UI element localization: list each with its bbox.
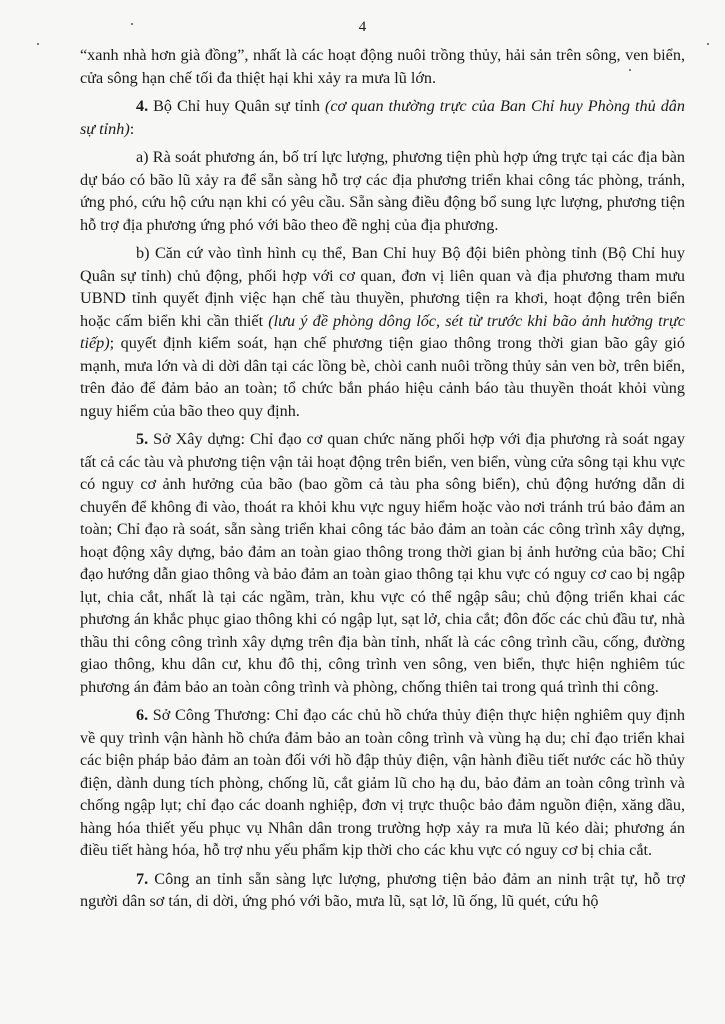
body-paragraph bbox=[80, 704, 685, 862]
body-paragraph bbox=[80, 95, 685, 140]
continued-paragraph bbox=[80, 44, 685, 89]
section-number: 6. bbox=[136, 706, 149, 724]
italic-note: (cơ quan thường trực của Ban Chỉ huy Phòng thủ dân sự tỉnh) bbox=[80, 97, 685, 138]
paragraph-text: b) Căn cứ vào tình hình cụ thể, Ban Chỉ huy Bộ đội biên phòng tỉnh (Bộ Chỉ huy Quân sự tỉnh) chủ động, phối hợp với cơ quan, đơn vị liên quan và địa phương tham mưu UBND tỉnh quyết định việc hạn chế tàu thuyền, phương tiện ra khơi, hoạt động trên biển hoặc cấm biển khi cần thiết bbox=[80, 244, 685, 330]
italic-note: (lưu ý đề phòng dông lốc, sét từ trước khi bão ảnh hưởng trực tiếp) bbox=[80, 311, 685, 352]
section-number: 4. bbox=[136, 97, 149, 115]
body-paragraph bbox=[80, 428, 685, 698]
body-paragraph bbox=[80, 146, 685, 236]
paragraph-text: Công an tỉnh sẵn sàng lực lượng, phương tiện bảo đảm an ninh trật tự, hỗ trợ người dân sơ tán, di dời, ứng phó với bão, mưa lũ, sạt lở, lũ ống, lũ quét, cứu hộ bbox=[80, 869, 685, 910]
section-number: 5. bbox=[136, 430, 149, 448]
body-paragraph bbox=[80, 242, 685, 422]
paragraph-text: Bộ Chỉ huy Quân sự tỉnh bbox=[148, 97, 325, 115]
scan-speck bbox=[37, 43, 39, 45]
paragraph-text: Sở Xây dựng: Chỉ đạo cơ quan chức năng phối hợp với địa phương rà soát ngay tất cả các tàu và phương tiện vận tải hoạt động trên biển, ven biển, vùng cửa sông tại khu vực có nguy cơ ảnh hưởng của bão (bao gồm cả tàu pha sông biển), chủ động hướng dẫn di chuyển để không đi vào, thoát ra khỏi khu vực nguy hiểm hoặc vào nơi tránh trú bảo đảm an toàn; Chỉ đạo rà soát, sẵn sàng triển khai công tác bảo đảm an toàn các công trình xây dựng, hoạt động xây dựng, bảo đảm an toàn giao thông trong thời gian bị ảnh hưởng của bão; Chỉ đạo hướng dẫn giao thông và bảo đảm an toàn giao thông tại khu vực có nguy cơ cao bị ngập lụt, chia cắt, nhất là tại các ngầm, tràn, khu vực có thể ngập sâu; chủ động triển khai các phương án khắc phục giao thông khi có ngập lụt, sạt lở, chia cắt; đôn đốc các chủ đầu tư, nhà thầu thi công công trình xây dựng trên địa bàn tỉnh, nhất là các công trình cầu, cống, đường giao thông, khu dân cư, khu đô thị, công trình ven sông, ven biển, thực hiện nghiêm túc phương án đảm bảo an toàn công trình và phòng, chống thiên tai trong quá trình thi công. bbox=[80, 430, 685, 696]
paragraph-text: : bbox=[129, 119, 135, 138]
body-paragraph bbox=[80, 868, 685, 913]
document-body bbox=[80, 44, 685, 919]
scan-speck bbox=[707, 43, 709, 45]
paragraph-text: a) Rà soát phương án, bố trí lực lượng, phương tiện phù hợp ứng trực tại các địa bàn dự báo có bão lũ xảy ra để sẵn sàng hỗ trợ các địa phương triển khai công tác phòng, tránh, ứng phó, cứu hộ cứu nạn khi có yêu cầu. Sẵn sàng điều động bổ sung lực lượng, phương tiện hỗ trợ địa phương ứng phó với bão theo đề nghị của địa phương. bbox=[80, 148, 685, 234]
paragraph-text: Sở Công Thương: Chỉ đạo các chủ hồ chứa thủy điện thực hiện nghiêm quy định về quy trình vận hành hồ chứa đảm bảo an toàn công trình và vùng hạ du; chỉ đạo triển khai các biện pháp bảo đảm an toàn đối với hồ đập thủy điện, vận hành điều tiết nước các hồ thủy điện, dành dung tích phòng, chống lũ, cắt giảm lũ cho hạ du, bảo đảm an toàn công trình và chống ngập lụt; chỉ đạo các doanh nghiệp, đơn vị trực thuộc bảo đảm nguồn điện, xăng dầu, hàng hóa thiết yếu phục vụ Nhân dân trong trường hợp xảy ra mưa lũ kéo dài; phương án điều tiết hàng hóa, hỗ trợ nhu yếu phẩm kịp thời cho các khu vực có nguy cơ bị chia cắt. bbox=[80, 706, 685, 859]
scan-speck bbox=[131, 23, 133, 25]
paragraph-text: “xanh nhà hơn già đồng”, nhất là các hoạt động nuôi trồng thủy, hải sản trên sông, ven biển, cửa sông hạn chế tối đa thiệt hại khi xảy ra mưa lũ lớn. bbox=[80, 46, 685, 87]
section-number: 7. bbox=[136, 869, 149, 888]
scan-speck bbox=[629, 69, 631, 71]
page-number: 4 bbox=[358, 19, 367, 35]
paragraph-text: ; quyết định kiểm soát, hạn chế phương tiện giao thông trong thời gian bão gây gió mạnh, mưa lớn và di dời dân tại các lồng bè, chòi canh nuôi trồng thủy sản ven bờ, trên biển, trên đảo để đảm bảo an toàn; tổ chức bắn pháo hiệu cảnh báo tàu thuyền thoát khỏi vùng nguy hiểm của bão theo quy định. bbox=[80, 334, 685, 420]
